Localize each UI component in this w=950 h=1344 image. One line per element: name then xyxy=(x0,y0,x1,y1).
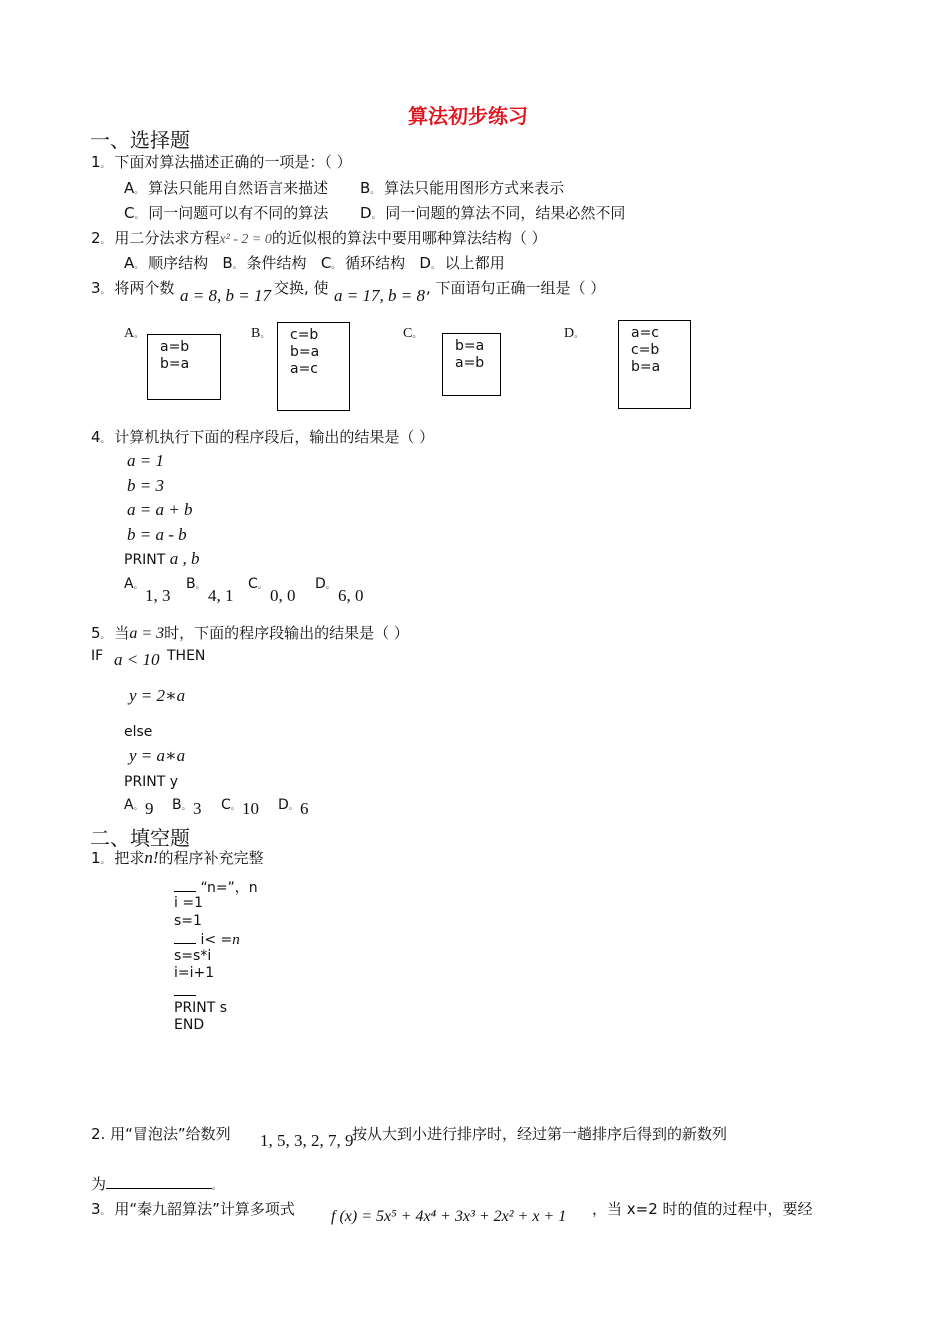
q5-option-a-value: 9 xyxy=(145,799,154,818)
f3-polynomial: f (x) = 5x⁵ + 4x⁴ + 3x³ + 2x² + x + 1 xyxy=(331,1208,567,1225)
q3-label-c: C。 xyxy=(403,326,422,341)
q5-assign-1: y = 2∗a xyxy=(129,686,186,705)
q3-stem-end: , 下面语句正确一组是（ ） xyxy=(426,279,606,297)
q1-option-c: C。 同一问题可以有不同的算法 xyxy=(124,204,329,222)
q5-if: IF xyxy=(91,648,104,664)
q3-label-b: B。 xyxy=(251,326,270,341)
q5-option-c-label: C。 xyxy=(221,797,240,813)
q5-option-c-value: 10 xyxy=(242,799,259,818)
q5-else: else xyxy=(124,724,153,740)
q4-option-c-value: 0, 0 xyxy=(270,586,296,605)
q4-option-d-value: 6, 0 xyxy=(338,586,364,605)
f1-code-line-9: END xyxy=(174,1017,205,1033)
q5-option-b-label: B。 xyxy=(172,797,191,813)
f1-blank-1[interactable] xyxy=(174,877,196,892)
q5-stem: 5。 当a = 3时，下面的程序段输出的结果是（ ） xyxy=(91,624,409,642)
q3-stem-mid: 交换, 使 xyxy=(274,279,329,297)
q4-option-d-label: D。 xyxy=(315,576,335,592)
q5-print: PRINT y xyxy=(124,774,179,790)
f1-code-line-3: s=1 xyxy=(174,913,202,929)
q1-option-a: A。 算法只能用自然语言来描述 xyxy=(124,179,329,197)
q5-then: THEN xyxy=(167,648,206,664)
q3-box-d: a=c c=b b=a xyxy=(618,320,691,409)
q4-code-line-4: b = a - b xyxy=(127,525,187,544)
f2-answer-blank[interactable] xyxy=(106,1174,212,1189)
f2-stem-end: 按从大到小进行排序时，经过第一趟排序后得到的新数列 xyxy=(352,1125,728,1143)
q4-code-line-1: a = 1 xyxy=(127,451,164,470)
f1-code-line-2: i =1 xyxy=(174,895,203,911)
q4-option-b-label: B。 xyxy=(186,576,205,592)
q2-equation: x² - 2 = 0 xyxy=(219,232,272,247)
q1-option-b: B。 算法只能用图形方式来表示 xyxy=(360,179,565,197)
q5-assign-2: y = a∗a xyxy=(129,746,186,765)
q3-label-a: A。 xyxy=(124,326,144,341)
q4-option-a-value: 1, 3 xyxy=(145,586,171,605)
q3-box-b: c=b b=a a=c xyxy=(277,322,350,411)
f1-blank-3[interactable] xyxy=(174,981,196,996)
q1-stem: 1。 下面对算法描述正确的一项是：（ ） xyxy=(91,153,352,171)
f2-answer-line: 为 。 xyxy=(91,1175,222,1193)
f3-stem: 3。 用“秦九韶算法”计算多项式 xyxy=(91,1200,295,1218)
q2-options: A。 顺序结构 B。 条件结构 C。 循环结构 D。 以上都用 xyxy=(124,254,505,272)
f1-blank-2[interactable] xyxy=(174,929,196,944)
f2-sequence: 1, 5, 3, 2, 7, 9 xyxy=(260,1131,354,1150)
q3-math-2: a = 17, b = 8 xyxy=(334,286,425,305)
q5-if-condition: a < 10 xyxy=(114,650,160,669)
f2-stem: 2. 用“冒泡法”给数列 xyxy=(91,1125,231,1143)
f1-code-line-7 xyxy=(174,981,196,1001)
f1-code-line-8: PRINT s xyxy=(174,1000,228,1016)
page-title: 算法初步练习 xyxy=(408,104,528,128)
section-heading-choice: 一、选择题 xyxy=(90,128,190,152)
q5-option-d-value: 6 xyxy=(300,799,309,818)
q5-option-d-label: D。 xyxy=(278,797,298,813)
q5-option-a-label: A。 xyxy=(124,797,143,813)
q3-label-d: D。 xyxy=(564,326,584,341)
f1-stem: 1。 把求n!的程序补充完整 xyxy=(91,848,264,867)
q4-option-a-label: A。 xyxy=(124,576,143,592)
section-heading-fill: 二、填空题 xyxy=(90,826,190,850)
q3-box-a: a=b b=a xyxy=(147,334,221,400)
q4-code-line-2: b = 3 xyxy=(127,476,164,495)
q3-stem: 3。 将两个数 xyxy=(91,279,175,297)
q4-stem: 4。 计算机执行下面的程序段后，输出的结果是（ ） xyxy=(91,428,435,446)
q4-option-b-value: 4, 1 xyxy=(208,586,234,605)
q3-math-1: a = 8, b = 17 xyxy=(180,286,271,305)
q5-option-b-value: 3 xyxy=(193,799,202,818)
f1-code-line-6: i=i+1 xyxy=(174,965,215,981)
q4-print-line: PRINT a , b xyxy=(124,549,200,568)
q4-option-c-label: C。 xyxy=(248,576,267,592)
f1-code-line-5: s=s*i xyxy=(174,948,212,964)
q4-code-line-3: a = a + b xyxy=(127,500,193,519)
f1-code-line-4: i< =n xyxy=(174,929,240,949)
q2-stem: 2。 用二分法求方程x² - 2 = 0的近似根的算法中要用哪种算法结构（ ） xyxy=(91,229,547,247)
q3-box-c: b=a a=b xyxy=(442,333,501,396)
f3-stem-end: ，当 x=2 时的值的过程中，要经 xyxy=(592,1200,813,1218)
q1-option-d: D。 同一问题的算法不同，结果必然不同 xyxy=(360,204,626,222)
f1-code-line-1: “n=”，n xyxy=(174,877,258,897)
